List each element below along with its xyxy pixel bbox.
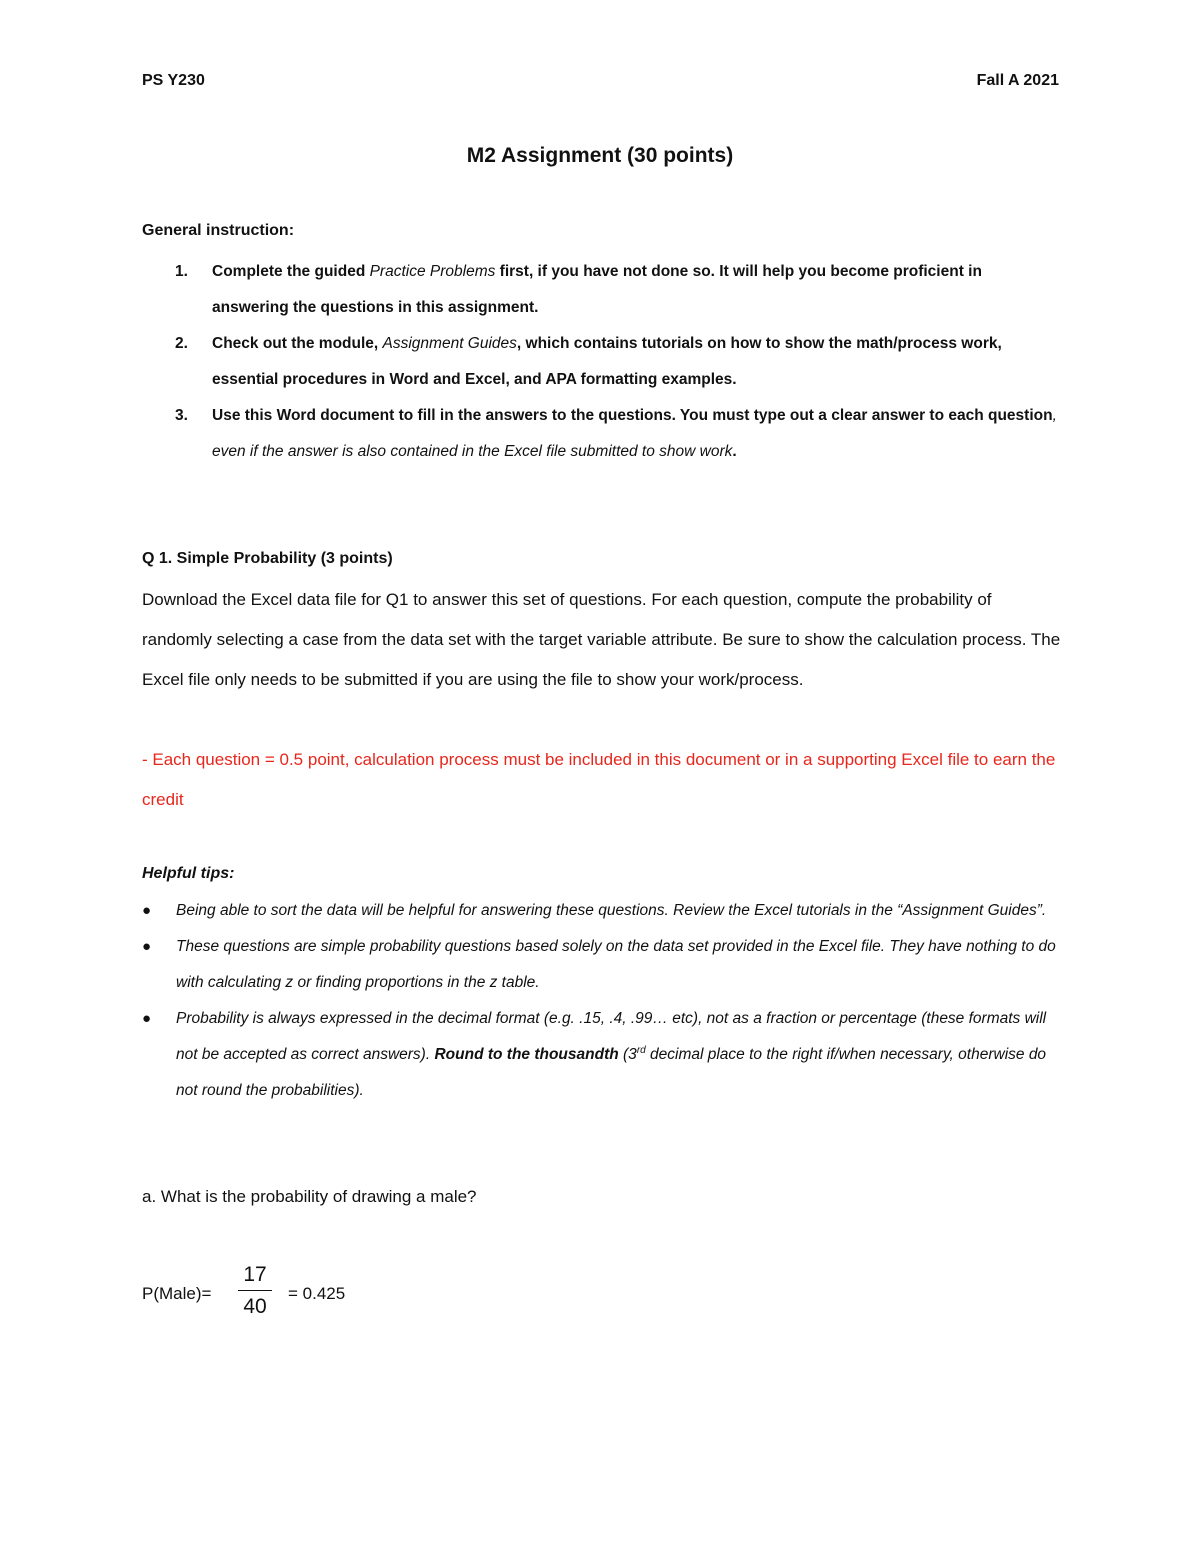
tip-text: decimal place to the right if/when necessary, otherwise do not round the probabilities). <box>176 1046 1047 1099</box>
header-term: Fall A 2021 <box>976 72 1059 89</box>
answer-label: P(Male)= <box>142 1284 212 1303</box>
instruction-text: Complete the guided <box>212 263 370 280</box>
instruction-italic: , even if the answer is also contained in the Excel file submitted to show work <box>212 407 1057 460</box>
header-course: PS Y230 <box>142 72 205 89</box>
helpful-tips-label: Helpful tips: <box>142 865 235 882</box>
instruction-text: first, if you have not done so. It will help you become proficient in answering the questions in this assignment. <box>212 263 982 316</box>
tip-item <box>142 1001 1062 1109</box>
tip-text: Being able to sort the data will be helpful for answering these questions. Review the Excel tutorials in the “Assignment Guides”. <box>176 902 1047 919</box>
instruction-list <box>142 254 1062 470</box>
instruction-number: 2. <box>175 335 188 352</box>
tip-item <box>142 893 1062 929</box>
instruction-item <box>142 254 1062 326</box>
tip-text: These questions are simple probability questions based solely on the data set provided in the Excel file. They have nothing to do with calculating z or finding proportions in the z table. <box>176 938 1056 991</box>
bullet-icon: ● <box>142 1010 152 1027</box>
instruction-text: Check out the module, <box>212 335 383 352</box>
question-1-body: Download the Excel data file for Q1 to answer this set of questions. For each question, compute the probability of randomly selecting a case from the data set with the target variable attribute. Be sure to show the calculation process. The Excel file only needs to be submitted if you are using the file to show your work/process. <box>142 590 1061 689</box>
fraction-numerator: 17 <box>243 1263 267 1286</box>
instruction-number: 1. <box>175 263 188 280</box>
question-1-credit-note: - Each question = 0.5 point, calculation process must be included in this document or in a supporting Excel file to earn the credit <box>142 750 1056 809</box>
instruction-text: , which contains tutorials on how to show the math/process work, essential procedures in Word and Excel, and APA formatting examples. <box>212 335 1002 388</box>
instruction-italic: Practice Problems <box>369 263 496 280</box>
instruction-italic: Assignment Guides <box>382 335 517 352</box>
bullet-icon: ● <box>142 902 152 919</box>
instruction-item <box>142 326 1062 398</box>
page-title: M2 Assignment (30 points) <box>466 144 734 167</box>
instruction-item <box>142 398 1062 470</box>
instruction-text: . <box>732 443 737 460</box>
tip-text: (3 <box>618 1046 637 1063</box>
instruction-text: Use this Word document to fill in the answers to the questions. You must type out a clear answer to each question <box>212 407 1053 424</box>
tip-superscript: rd <box>636 1044 646 1056</box>
answer-result: = 0.425 <box>288 1284 346 1303</box>
question-a: a. What is the probability of drawing a male? <box>142 1187 477 1206</box>
fraction-denominator: 40 <box>243 1295 267 1318</box>
tip-item <box>142 929 1062 1001</box>
tips-list <box>142 893 1062 1109</box>
answer-fraction <box>238 1262 272 1320</box>
general-instruction-label: General instruction: <box>142 222 295 239</box>
tip-bold-text: Round to the thousandth <box>434 1046 619 1063</box>
instruction-number: 3. <box>175 407 188 424</box>
fraction-bar <box>238 1290 272 1291</box>
tip-text: Probability is always expressed in the decimal format (e.g. .15, .4, .99… etc), not as a fraction or percentage (these formats will not be accepted as correct answers). <box>176 1010 1047 1063</box>
question-1-title: Q 1. Simple Probability (3 points) <box>142 550 393 567</box>
bullet-icon: ● <box>142 938 152 955</box>
